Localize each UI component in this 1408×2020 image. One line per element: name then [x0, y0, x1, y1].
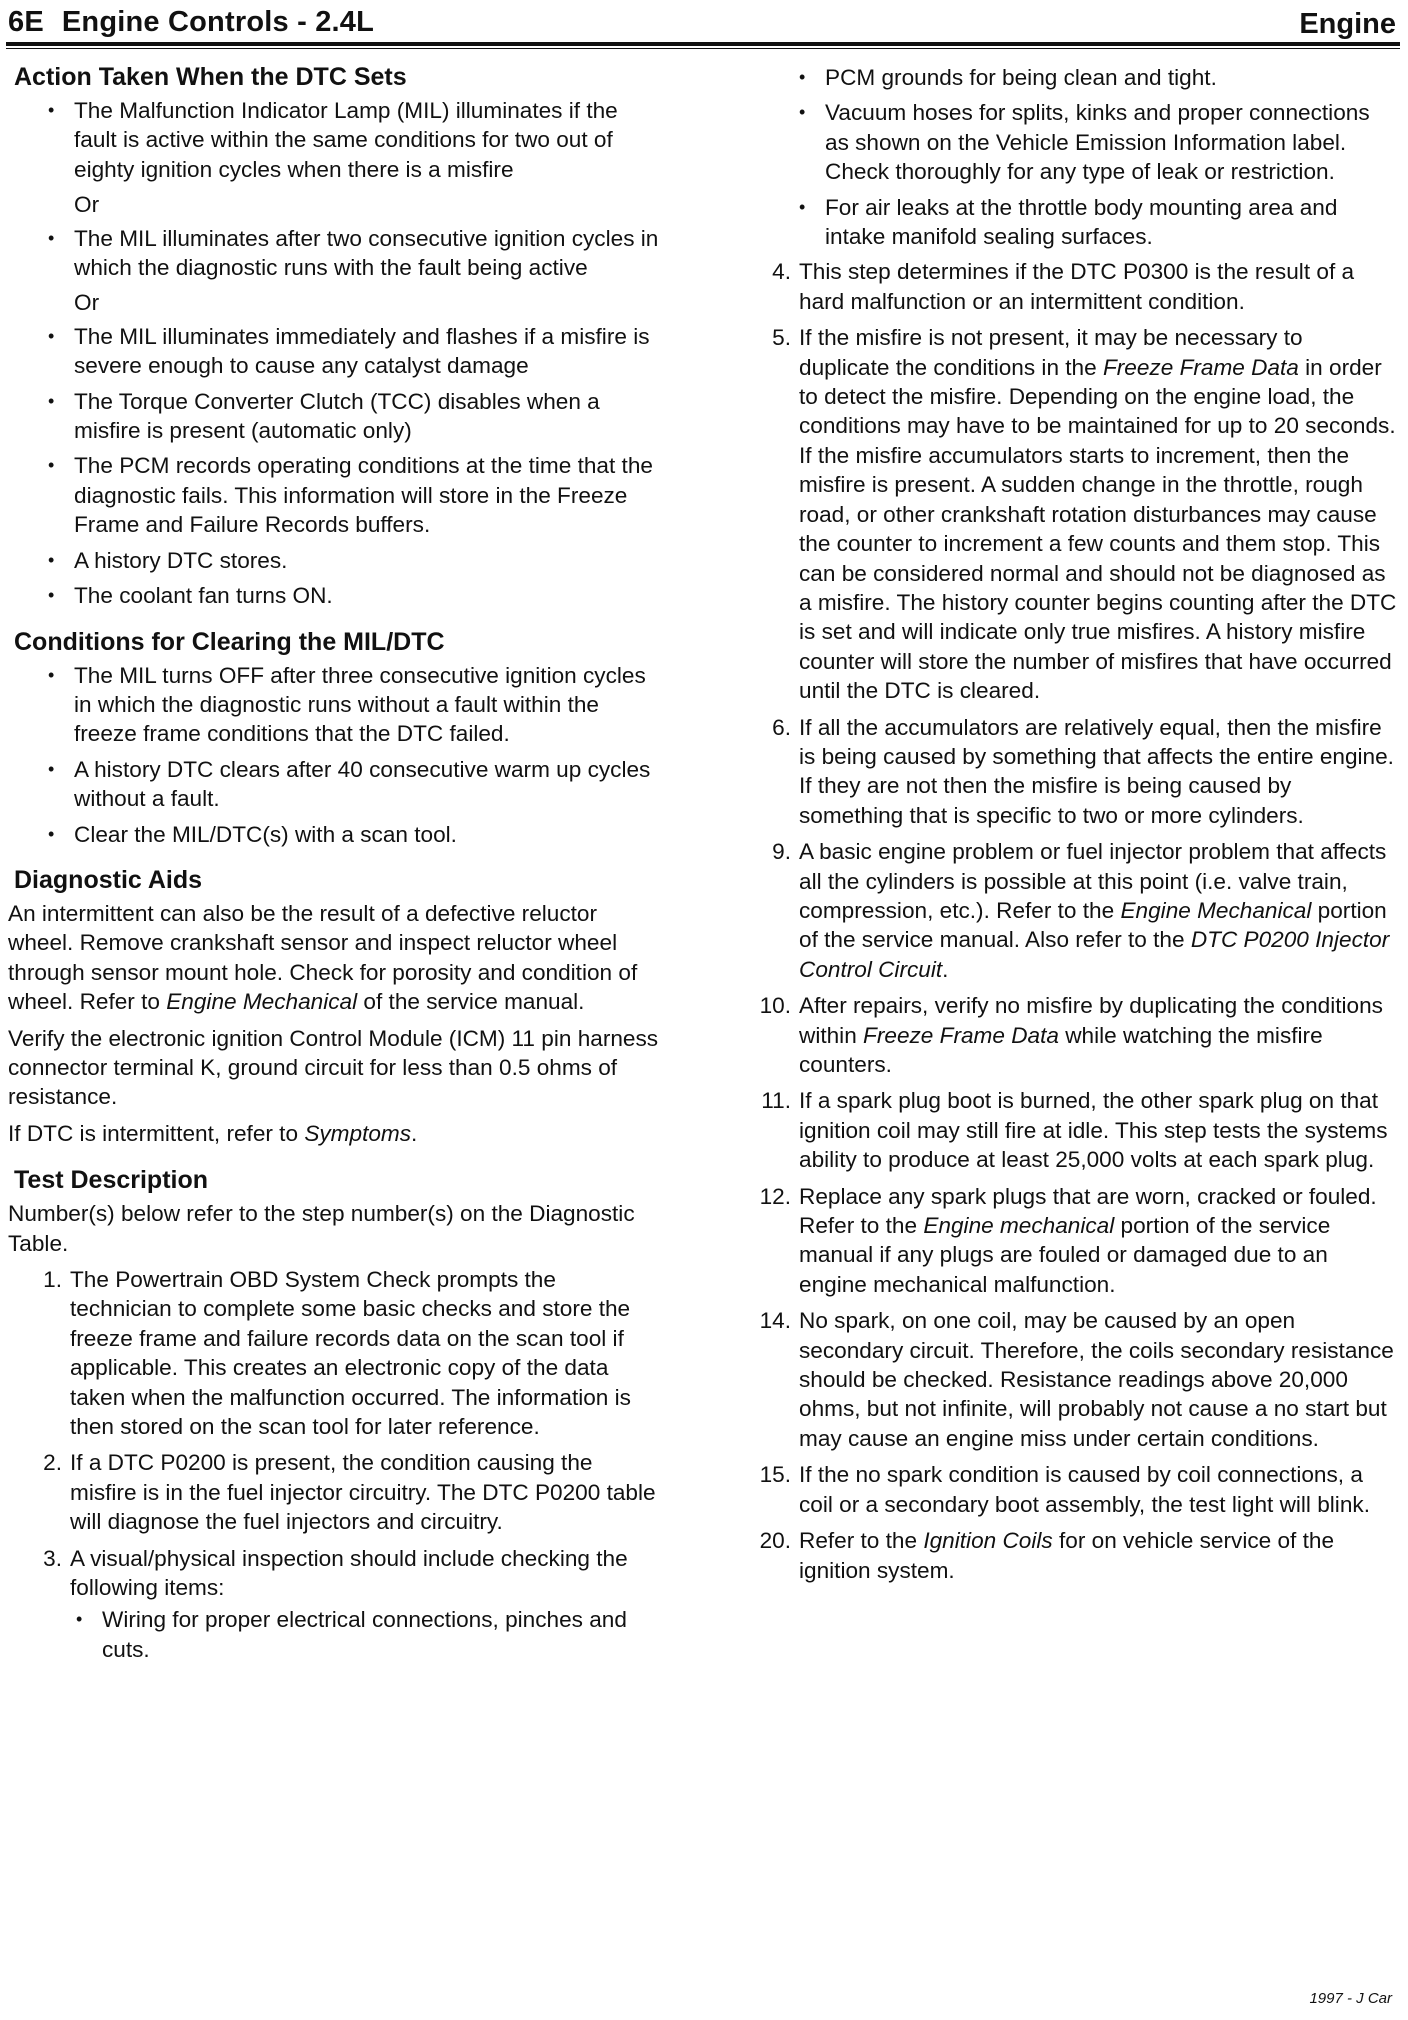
or-text: Or	[74, 192, 100, 218]
list-item: • A history DTC stores.	[8, 546, 662, 575]
header-rule	[6, 42, 1400, 46]
section-number: 6E	[8, 6, 44, 38]
heading-action-taken: Action Taken When the DTC Sets	[14, 63, 407, 91]
aids-paragraph-2: Verify the electronic ignition Control Module (ICM) 11 pin harness connector terminal K, ground circuit for less than 0.5 ohms of resistance.	[8, 1025, 659, 1110]
test-steps	[8, 1265, 662, 1664]
heading-clearing: Conditions for Clearing the MIL/DTC	[14, 627, 445, 656]
step-item: 6. If all the accumulators are relatively equal, then the misfire is being caused by something that affects the entire engine. If they are not then the misfire is being caused by something that is specific to two or more cylinders.	[737, 713, 1399, 831]
list-item: • The MIL illuminates immediately and flashes if a misfire is severe enough to cause any catalyst damage	[8, 322, 662, 381]
step-number: 5.	[772, 325, 791, 351]
header-category: Engine	[1299, 8, 1396, 40]
step-number: 20.	[759, 1528, 791, 1554]
list-item: • The MIL turns OFF after three consecutive ignition cycles in which the diagnostic runs without a fault within the freeze frame conditions that the DTC failed.	[8, 661, 662, 749]
step-item: 20. Refer to the Ignition Coils for on vehicle service of the ignition system.	[737, 1526, 1399, 1585]
step-number: 9.	[772, 839, 791, 865]
list-item: • The coolant fan turns ON.	[8, 581, 662, 610]
heading-diagnostic-aids: Diagnostic Aids	[14, 865, 202, 894]
list-item: • The MIL illuminates after two consecutive ignition cycles in which the diagnostic runs with the fault being active	[8, 224, 662, 283]
step-number: 6.	[772, 714, 791, 740]
step-item: 9. A basic engine problem or fuel injector problem that affects all the cylinders is possible at this point (i.e. valve train, compression, etc.). Refer to the Engine Mechanical portion of the service manual. Also refer to the DTC P0200 Injector Control Circuit.	[737, 837, 1399, 984]
step-number: 12.	[759, 1183, 791, 1209]
page-footer: 1997 - J Car	[1309, 1990, 1392, 2007]
list-item: • For air leaks at the throttle body mounting area and intake manifold sealing surfaces.	[737, 193, 1399, 252]
step-item: 4. This step determines if the DTC P0300 is the result of a hard malfunction or an intermittent condition.	[737, 257, 1399, 316]
step-item: 2. If a DTC P0200 is present, the condition causing the misfire is in the fuel injector circuitry. The DTC P0200 table will diagnose the fuel injectors and circuitry.	[8, 1448, 662, 1536]
step-number: 2.	[43, 1450, 62, 1476]
list-item: • Vacuum hoses for splits, kinks and proper connections as shown on the Vehicle Emission Information label. Check thoroughly for any type of leak or restriction.	[737, 98, 1399, 186]
heading-test-description: Test Description	[14, 1166, 209, 1195]
test-steps-continued	[737, 257, 1399, 1584]
page-header	[8, 4, 1396, 42]
step-number: 10.	[759, 993, 791, 1019]
action-list	[8, 96, 662, 184]
action-list	[8, 322, 662, 611]
reference-link: Freeze Frame Data	[1102, 354, 1299, 380]
aids-paragraph-1: An intermittent can also be the result of a defective reluctor wheel. Remove crankshaft sensor and inspect reluctor wheel through sensor mount hole. Check for porosity and condition of wheel. Refer to Engine Mechanical of the service manual.	[8, 900, 638, 1015]
list-item: • Clear the MIL/DTC(s) with a scan tool.	[8, 820, 662, 849]
reference-link: Symptoms	[304, 1120, 412, 1146]
test-intro: Number(s) below refer to the step number(s) on the Diagnostic Table.	[8, 1201, 635, 1256]
list-item: • Wiring for proper electrical connections, pinches and cuts.	[70, 1605, 662, 1664]
reference-link: Freeze Frame Data	[863, 1022, 1059, 1048]
step-number: 14.	[759, 1308, 791, 1334]
step-item: 3. A visual/physical inspection should include checking the following items: • Wiring for proper electrical connections, pinches and cuts.	[8, 1544, 662, 1665]
step-item: 1. The Powertrain OBD System Check prompts the technician to complete some basic checks and store the freeze frame and failure records data on the scan tool if applicable. This creates an electronic copy of the data taken when the malfunction occurred. The information is then stored on the scan tool for later reference.	[8, 1265, 662, 1441]
step-number: 1.	[43, 1267, 62, 1292]
step-number: 11.	[761, 1088, 791, 1114]
list-item: • The Malfunction Indicator Lamp (MIL) illuminates if the fault is active within the same conditions for two out of eighty ignition cycles when there is a misfire	[8, 96, 662, 184]
inspection-list	[70, 1605, 662, 1664]
step-number: 15.	[759, 1462, 791, 1488]
step-item: 11. If a spark plug boot is burned, the other spark plug on that ignition coil may still fire at idle. This step tests the systems ability to produce at least 25,000 volts at each spark plug.	[737, 1086, 1399, 1174]
aids-paragraph-3: If DTC is intermittent, refer to Symptoms.	[8, 1120, 418, 1146]
header-title-block	[8, 6, 374, 39]
step-item: 14. No spark, on one coil, may be caused by an open secondary circuit. Therefore, the coils secondary resistance should be checked. Resistance readings above 20,000 ohms, but not infinite, will probably not cause a no start but may cause an engine miss under certain conditions.	[737, 1306, 1399, 1453]
action-list	[8, 224, 662, 283]
clearing-list	[8, 661, 662, 849]
step-item: 5. If the misfire is not present, it may be necessary to duplicate the conditions in the Freeze Frame Data in order to detect the misfire. Depending on the engine load, the conditions may have to be maintained for up to 20 seconds. If the misfire accumulators starts to increment, then the misfire is present. A sudden change in the throttle, rough road, or other crankshaft rotation disturbances may cause the counter to increment a few counts and them stop. This can be considered normal and should not be diagnosed as a misfire. The history counter begins counting after the DTC is set and will indicate only true misfires. A history misfire counter will store the number of misfires that have occurred until the DTC is cleared.	[737, 323, 1399, 705]
step-item: 15. If the no spark condition is caused by coil connections, a coil or a secondary boot assembly, the test light will blink.	[737, 1460, 1399, 1519]
reference-link: Engine mechanical	[923, 1213, 1115, 1239]
left-column	[8, 60, 662, 1671]
step-number: 4.	[772, 259, 791, 285]
list-item: • The PCM records operating conditions at the time that the diagnostic fails. This information will store in the Freeze Frame and Failure Records buffers.	[8, 451, 662, 539]
step-number: 3.	[43, 1545, 62, 1571]
reference-link: Engine Mechanical	[1120, 897, 1312, 923]
inspection-list-continued	[737, 63, 1399, 251]
page-title: Engine Controls - 2.4L	[61, 6, 375, 38]
step-item: 12. Replace any spark plugs that are worn, cracked or fouled. Refer to the Engine mechanical portion of the service manual if any plugs are fouled or damaged due to an engine mechanical malfunction.	[737, 1182, 1399, 1300]
right-column	[737, 60, 1399, 1592]
reference-link: Ignition Coils	[923, 1528, 1053, 1554]
list-item: • The Torque Converter Clutch (TCC) disables when a misfire is present (automatic only)	[8, 387, 662, 446]
list-item: • A history DTC clears after 40 consecutive warm up cycles without a fault.	[8, 755, 662, 814]
header-rule-thin	[6, 48, 1400, 49]
or-text: Or	[74, 290, 100, 316]
reference-link: DTC P0200 Injector Control Circuit	[799, 927, 1390, 982]
step-item: 10. After repairs, verify no misfire by duplicating the conditions within Freeze Frame Data while watching the misfire counters.	[737, 991, 1399, 1079]
list-item: • PCM grounds for being clean and tight.	[737, 63, 1399, 92]
reference-link: Engine Mechanical	[166, 989, 358, 1015]
